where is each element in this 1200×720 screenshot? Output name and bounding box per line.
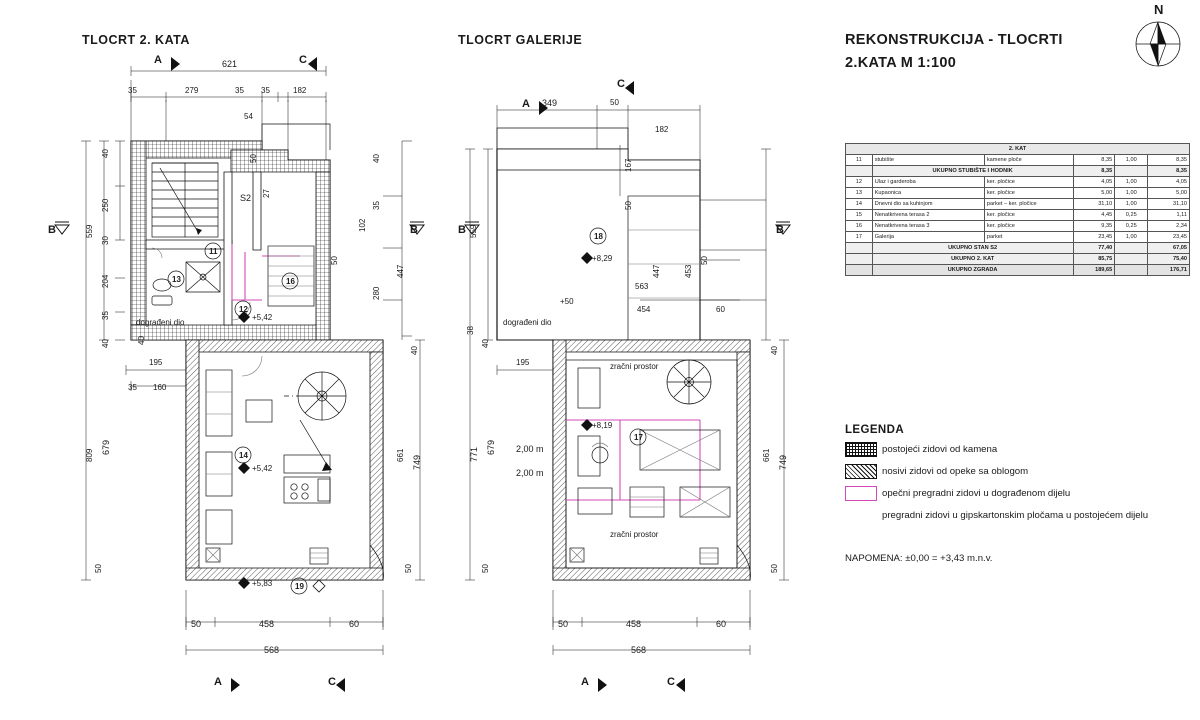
cell-finish: ker. pločice <box>984 188 1073 199</box>
cell-no: 14 <box>846 199 873 210</box>
cell-name: stubište <box>872 155 984 166</box>
dim-top-621: 621 <box>222 59 238 69</box>
dim-right-50b: 50 <box>330 256 339 265</box>
dim-right-40a: 40 <box>372 154 381 163</box>
dim-top-182: 182 <box>293 86 307 95</box>
dim-right-top-50b: 50 <box>624 201 633 210</box>
dim-right-left-195: 195 <box>516 358 530 367</box>
added-part-label-left: dograđeni dio <box>136 318 185 327</box>
cell-coef: 0,25 <box>1115 221 1148 232</box>
dim-right-27: 27 <box>262 189 271 198</box>
cell-total: 67,05 <box>1148 243 1190 254</box>
cell-area: 85,75 <box>1073 254 1115 265</box>
dim-right-top-50: 50 <box>610 98 619 107</box>
cell-area: 189,65 <box>1073 265 1115 276</box>
cell-area: 77,40 <box>1073 243 1115 254</box>
cell-no: 13 <box>846 188 873 199</box>
cell-name: UKUPNO STUBIŠTE I HODNIK <box>872 166 1073 177</box>
cell-area: 31,10 <box>1073 199 1115 210</box>
dim-right-left-50: 50 <box>481 564 490 573</box>
cell-area: 4,45 <box>1073 210 1115 221</box>
dim-right-left-559: 559 <box>469 224 478 238</box>
dim-top-35b: 35 <box>235 86 244 95</box>
dim-rp-40: 40 <box>770 346 779 355</box>
section-mark-b-right: B <box>410 224 418 236</box>
cell-no: 17 <box>846 232 873 243</box>
legend-label-gypsum: pregradni zidovi u gipskartonskim pločama u postojećem dijelu <box>882 510 1149 521</box>
dim-right-left-40: 40 <box>481 339 490 348</box>
dim-right-left-771: 771 <box>469 446 479 462</box>
dim-bottom-568: 568 <box>264 645 280 655</box>
dim-right-661: 661 <box>396 448 405 462</box>
cell-finish: parket <box>984 232 1073 243</box>
dim-right-447: 447 <box>396 264 405 278</box>
dim-left-160: 160 <box>153 383 167 392</box>
dim-left-195: 195 <box>149 358 163 367</box>
cell-coef: 1,00 <box>1115 188 1148 199</box>
section-mark-c-top-left: C <box>299 54 307 66</box>
dim-rp-454: 454 <box>637 305 651 314</box>
air-space-label-top: zračni prostor <box>610 362 659 371</box>
cell-name: Kupaonica <box>872 188 984 199</box>
plan-heading-left: TLOCRT 2. KATA <box>82 33 190 47</box>
elevation-829: +8,29 <box>592 254 613 263</box>
cell-coef: 1,00 <box>1115 199 1148 210</box>
dim-rp-50-left: +50 <box>560 297 574 306</box>
legend-label-stone: postojeći zidovi od kamena <box>882 444 998 455</box>
dim-rp-bottom-60: 60 <box>716 619 727 629</box>
cell-area: 4,05 <box>1073 177 1115 188</box>
elevation-542-left: +5,42 <box>252 313 273 322</box>
dim-right-top-167: 167 <box>624 158 633 172</box>
dim-left-679: 679 <box>101 439 111 455</box>
cell-total: 75,40 <box>1148 254 1190 265</box>
dim-right-top-349: 349 <box>542 98 558 108</box>
dim-rp-50: 50 <box>700 256 709 265</box>
height-label-top: 2,00 m <box>516 444 544 454</box>
room-number-13: 13 <box>172 275 181 284</box>
dim-left-40a: 40 <box>101 149 110 158</box>
compass-north-label: N <box>1154 2 1164 17</box>
cell-area: 5,00 <box>1073 188 1115 199</box>
section-mark-a-top-left: A <box>154 54 162 66</box>
dim-right-50a: 50 <box>249 154 258 163</box>
dim-rp-563: 563 <box>635 282 649 291</box>
dim-left-35: 35 <box>101 311 110 320</box>
cell-finish: ker. pločice <box>984 210 1073 221</box>
room-number-11: 11 <box>209 247 218 256</box>
cell-area: 23,45 <box>1073 232 1115 243</box>
dim-left-50: 50 <box>94 564 103 573</box>
legend-note: NAPOMENA: ±0,00 = +3,43 m.n.v. <box>845 553 993 564</box>
dim-bottom-50: 50 <box>191 619 202 629</box>
cell-no: 15 <box>846 210 873 221</box>
section-mark-a-top-right: A <box>522 98 530 110</box>
section-mark-c-top-right: C <box>617 78 625 90</box>
section-mark-a-bottom-right: A <box>581 676 589 688</box>
cell-name: Nenatkrivena terasa 2 <box>872 210 984 221</box>
cell-total: 5,00 <box>1148 188 1190 199</box>
dim-rp-50b: 50 <box>770 564 779 573</box>
room-number-14: 14 <box>239 451 248 460</box>
added-part-label-right: dograđeni dio <box>503 318 552 327</box>
cell-total: 31,10 <box>1148 199 1190 210</box>
room-number-19: 19 <box>295 582 304 591</box>
apartment-label-s2: S2 <box>240 193 252 203</box>
dim-rp-60: 60 <box>716 305 725 314</box>
cell-total: 1,11 <box>1148 210 1190 221</box>
page-title: REKONSTRUKCIJA - TLOCRTI <box>845 32 1063 48</box>
cell-area: 8,35 <box>1073 166 1115 177</box>
dim-left-35b: 35 <box>128 383 137 392</box>
dim-left-559: 559 <box>85 224 94 238</box>
dim-top-279: 279 <box>185 86 199 95</box>
cell-total: 8,35 <box>1148 166 1190 177</box>
section-mark-b-right-right: B <box>776 224 784 236</box>
cell-name: UKUPNO 2. KAT <box>872 254 1073 265</box>
dim-right-top-182: 182 <box>655 125 669 134</box>
dim-right-35: 35 <box>372 201 381 210</box>
dim-right-left-679: 679 <box>486 439 496 455</box>
dim-rp-749: 749 <box>778 454 788 470</box>
section-mark-c-bottom-left: C <box>328 676 336 688</box>
dim-left-809: 809 <box>85 448 94 462</box>
cell-name: UKUPNO STAN S2 <box>872 243 1073 254</box>
section-mark-a-bottom-left: A <box>214 676 222 688</box>
section-mark-b-left-right: B <box>458 224 466 236</box>
cell-finish: parket – ker. pločice <box>984 199 1073 210</box>
dim-top-54: 54 <box>244 112 253 121</box>
cell-total: 4,05 <box>1148 177 1190 188</box>
cell-name: UKUPNO ZGRADA <box>872 265 1073 276</box>
dim-rp-bottom-50: 50 <box>558 619 569 629</box>
dim-right-40b: 40 <box>410 346 419 355</box>
page-subtitle: 2.KATA M 1:100 <box>845 55 957 71</box>
cell-coef: 1,00 <box>1115 232 1148 243</box>
cell-finish: ker. pločice <box>984 177 1073 188</box>
cell-no: 11 <box>846 155 873 166</box>
dim-left-204: 204 <box>101 274 110 288</box>
dim-rp-447: 447 <box>652 264 661 278</box>
cell-finish: kamene ploče <box>984 155 1073 166</box>
dim-right-280: 280 <box>372 286 381 300</box>
dim-left-40c: 40 <box>137 336 146 345</box>
room-number-17: 17 <box>634 433 643 442</box>
cell-area: 9,35 <box>1073 221 1115 232</box>
room-number-18: 18 <box>594 232 603 241</box>
dim-left-40b: 40 <box>101 339 110 348</box>
dim-rp-661: 661 <box>762 448 771 462</box>
height-label-bottom: 2,00 m <box>516 468 544 478</box>
dim-top-35a: 35 <box>128 86 137 95</box>
dim-left-30: 30 <box>101 236 110 245</box>
cell-coef: 1,00 <box>1115 177 1148 188</box>
area-table-header: 2. KAT <box>846 144 1190 155</box>
air-space-label-bottom: zračni prostor <box>610 530 659 539</box>
cell-name: Ulaz i garderoba <box>872 177 984 188</box>
elevation-819: +8,19 <box>592 421 613 430</box>
cell-total: 23,45 <box>1148 232 1190 243</box>
dim-left-250: 250 <box>101 198 110 212</box>
dim-right-left-38: 38 <box>466 326 475 335</box>
cell-name: Dnevni dio sa kuhinjom <box>872 199 984 210</box>
cell-coef: 1,00 <box>1115 155 1148 166</box>
room-number-12: 12 <box>239 305 248 314</box>
cell-total: 8,35 <box>1148 155 1190 166</box>
dim-bottom-60: 60 <box>349 619 360 629</box>
dim-right-102: 102 <box>358 218 367 232</box>
cell-total: 176,71 <box>1148 265 1190 276</box>
cell-no: 12 <box>846 177 873 188</box>
dim-rp-bottom-458: 458 <box>626 619 642 629</box>
elevation-583: +5,83 <box>252 579 273 588</box>
dim-right-50c: 50 <box>404 564 413 573</box>
legend-label-brick: nosivi zidovi od opeke sa oblogom <box>882 466 1029 477</box>
dim-rp-bottom-568: 568 <box>631 645 647 655</box>
cell-name: Galerija <box>872 232 984 243</box>
section-mark-c-bottom-right: C <box>667 676 675 688</box>
cell-name: Nenatkrivena terasa 3 <box>872 221 984 232</box>
plan-left-geometry <box>55 57 425 692</box>
cell-no: 16 <box>846 221 873 232</box>
legend-title: LEGENDA <box>845 424 905 436</box>
room-number-16: 16 <box>286 277 295 286</box>
dim-bottom-458: 458 <box>259 619 275 629</box>
cell-area: 8,35 <box>1073 155 1115 166</box>
section-mark-b-left: B <box>48 224 56 236</box>
plan-right-geometry <box>465 81 790 692</box>
cell-total: 2,34 <box>1148 221 1190 232</box>
legend-label-pink: opečni pregradni zidovi u dograđenom dijelu <box>882 488 1071 499</box>
elevation-542-lower: +5,42 <box>252 464 273 473</box>
plan-heading-right: TLOCRT GALERIJE <box>458 33 583 47</box>
cell-coef: 0,25 <box>1115 210 1148 221</box>
dim-top-35c: 35 <box>261 86 270 95</box>
cell-finish: ker. pločice <box>984 221 1073 232</box>
dim-rp-453: 453 <box>684 264 693 278</box>
dim-right-749: 749 <box>412 454 422 470</box>
